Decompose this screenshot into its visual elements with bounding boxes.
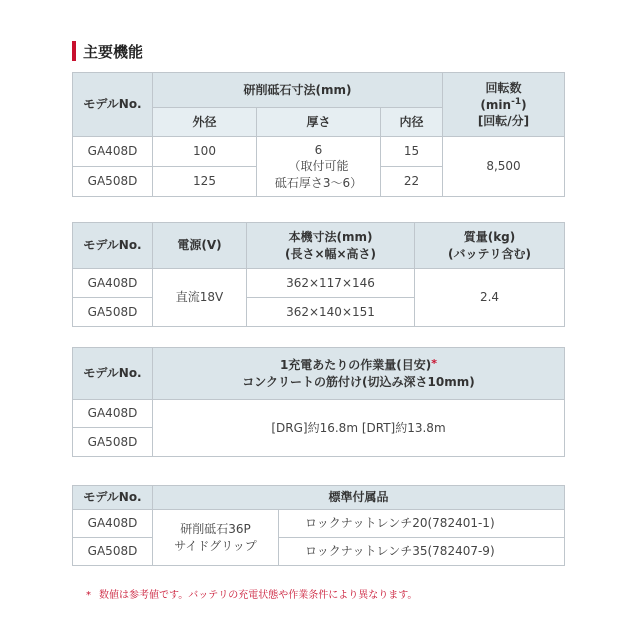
model-cell: GA408D (73, 269, 153, 298)
model-cell: GA408D (73, 400, 153, 428)
dimensions-header-line2: (長さ×幅×高さ) (284, 246, 377, 261)
dimensions-cell: 362×140×151 (247, 298, 415, 327)
power-header: 電源(V) (153, 223, 247, 269)
wrench-cell: ロックナットレンチ35(782407-9) (279, 538, 565, 566)
model-cell: GA508D (73, 167, 153, 197)
outer-diameter-header: 外径 (153, 108, 257, 137)
model-header: モデルNo. (73, 348, 153, 400)
work-capacity-cell: [DRG]約16.8m [DRT]約13.8m (153, 400, 565, 457)
weight-header-line2: (バッテリ含む) (448, 246, 531, 261)
inner-diameter-cell: 15 (381, 137, 443, 167)
wheel-size-table (72, 72, 565, 197)
thickness-note-line2: 砥石厚さ3～6） (274, 175, 363, 190)
power-cell: 直流18V (153, 269, 247, 327)
weight-cell: 2.4 (415, 269, 565, 327)
model-cell: GA408D (73, 510, 153, 538)
section-title: 主要機能 (83, 42, 144, 61)
model-header: モデルNo. (73, 223, 153, 269)
common-accessories-cell (153, 510, 279, 566)
model-header: モデルNo. (73, 73, 153, 137)
inner-diameter-cell: 22 (381, 167, 443, 197)
specs-table (72, 222, 565, 327)
model-cell: GA408D (73, 137, 153, 167)
work-capacity-table (72, 347, 565, 457)
section-heading (72, 40, 143, 62)
rpm-header-line2: $(\min^{-1})$ (480, 96, 527, 112)
footnote-asterisk: * (86, 590, 91, 601)
work-capacity-header-line1: 1充電あたりの作業量(目安)* (279, 357, 438, 373)
accessories-table (72, 485, 565, 566)
weight-header (415, 223, 565, 269)
model-cell: GA508D (73, 428, 153, 457)
rpm-header (443, 73, 565, 137)
dimensions-header-line1: 本機寸法(mm) (288, 230, 373, 245)
dimensions-header (247, 223, 415, 269)
thickness-note-line1: （取付可能 (288, 159, 349, 174)
accessory-wheel: 研削砥石36P (180, 522, 251, 537)
model-header: モデルNo. (73, 486, 153, 510)
heading-accent-bar (72, 41, 76, 61)
wheel-size-header: 研削砥石寸法(mm) (153, 73, 443, 108)
thickness-cell (257, 137, 381, 197)
work-capacity-header-line2: コンクリートの筋付け(切込み深さ10mm) (242, 374, 475, 389)
work-capacity-header (153, 348, 565, 400)
weight-header-line1: 質量(kg) (463, 230, 516, 245)
outer-diameter-cell: 125 (153, 167, 257, 197)
model-cell: GA508D (73, 538, 153, 566)
footnote (86, 586, 417, 601)
rpm-header-line1: 回転数 (485, 80, 522, 95)
thickness-header: 厚さ (257, 108, 381, 137)
rpm-header-line3: [回転/分] (477, 114, 530, 129)
rpm-value-cell: 8,500 (443, 137, 565, 197)
accessory-side-grip: サイドグリップ (174, 538, 257, 553)
outer-diameter-cell: 100 (153, 137, 257, 167)
dimensions-cell: 362×117×146 (247, 269, 415, 298)
footnote-text: 数値は参考値です。バッテリの充電状態や作業条件により異なります。 (99, 590, 418, 601)
thickness-value: 6 (314, 143, 323, 158)
model-cell: GA508D (73, 298, 153, 327)
inner-diameter-header: 内径 (381, 108, 443, 137)
wrench-cell: ロックナットレンチ20(782401-1) (279, 510, 565, 538)
accessories-header: 標準付属品 (153, 486, 565, 510)
